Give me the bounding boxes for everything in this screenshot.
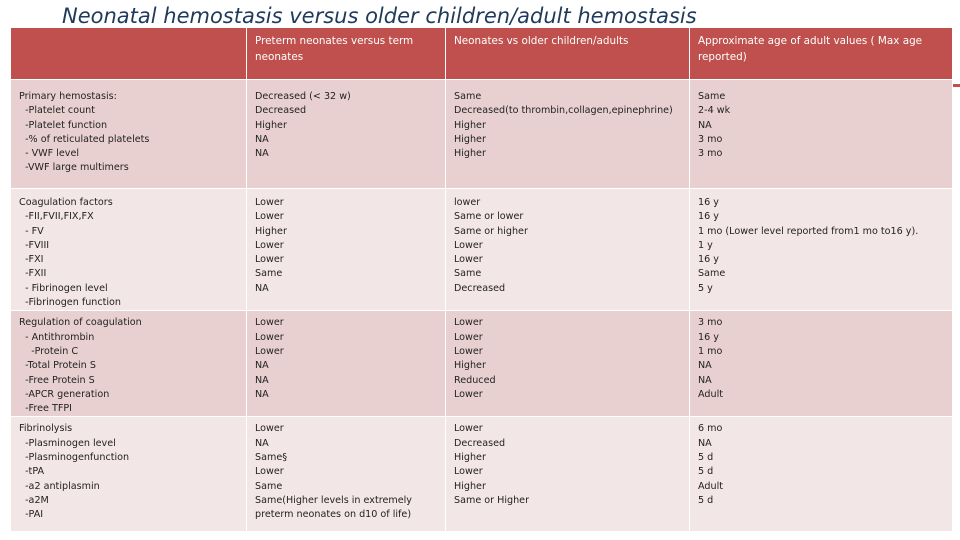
- cell-line: NA: [255, 388, 269, 400]
- cell-line: Adult: [698, 480, 723, 492]
- cell-line: NA: [255, 437, 269, 449]
- cell-line: Decreased: [454, 437, 506, 449]
- cell-line: 1 mo (Lower level reported from1 mo to16 y).: [698, 225, 919, 237]
- cell-line: Same: [698, 91, 726, 102]
- cell-line: 5 d: [698, 452, 714, 464]
- cell-line: -a2 antiplasmin: [19, 480, 100, 492]
- table-cell: [690, 311, 953, 417]
- cell-line: Lower: [255, 423, 284, 435]
- cell-line: - VWF level: [19, 148, 80, 160]
- cell-line: 5 d: [698, 494, 714, 506]
- cell-line: Lower: [454, 466, 483, 478]
- table-cell: [247, 417, 446, 532]
- cell-line: 5 d: [698, 466, 714, 478]
- cell-line: 3 mo: [698, 133, 723, 145]
- cell-line: Same or Higher: [454, 494, 530, 506]
- cell-line: 2-4 wk: [698, 105, 731, 117]
- cell-line: Same or lower: [454, 211, 524, 223]
- cell-line: NA: [255, 374, 269, 386]
- table-cell: [690, 189, 953, 311]
- cell-line: NA: [698, 119, 712, 131]
- header-row: [11, 28, 953, 80]
- cell-line: -FVIII: [19, 239, 50, 251]
- cell-line: Lower: [255, 254, 284, 266]
- hemostasis-table: [10, 27, 953, 532]
- table-cell: [11, 80, 247, 189]
- cell-line: Lower: [255, 211, 284, 223]
- cell-line: Higher: [255, 225, 287, 237]
- cell-line: Higher: [454, 148, 486, 160]
- cell-line: Lower: [454, 239, 483, 251]
- cell-line: Same: [698, 268, 726, 280]
- cell-line: NA: [255, 282, 269, 294]
- cell-line: Decreased: [255, 105, 307, 117]
- cell-line: Fibrinolysis: [19, 423, 73, 435]
- header-cell-neonates-vs-older: Neonates vs older children/adults: [446, 28, 690, 80]
- cell-line: 16 y: [698, 197, 719, 208]
- cell-line: Same: [255, 268, 283, 280]
- cell-line: -PAI: [19, 509, 44, 521]
- cell-line: 5 y: [698, 282, 713, 294]
- table-cell: [11, 311, 247, 417]
- table-row-fibrinolysis: [11, 417, 953, 532]
- cell-line: Lower: [454, 254, 483, 266]
- cell-line: 3 mo: [698, 148, 723, 160]
- cell-line: Decreased(to thrombin,collagen,epinephrine): [454, 105, 673, 117]
- header-cell-empty: [11, 28, 247, 80]
- table-cell: [11, 417, 247, 532]
- table-cell: [446, 189, 690, 311]
- cell-line: -Fibrinogen function: [19, 297, 122, 309]
- table-cell: [247, 189, 446, 311]
- cell-line: -% of reticulated platelets: [19, 133, 150, 145]
- cell-line: - FV: [19, 225, 44, 237]
- cell-line: -Free TFPI: [19, 403, 72, 415]
- cell-line: Same§: [255, 452, 288, 464]
- cell-line: Lower: [454, 317, 483, 329]
- cell-line: Reduced: [454, 374, 496, 386]
- cell-line: -Plasminogenfunction: [19, 452, 130, 464]
- cell-line: - Fibrinogen level: [19, 282, 108, 294]
- header-cell-adult-age: Approximate age of adult values ( Max age reported): [690, 28, 953, 80]
- cell-line: Higher: [454, 480, 486, 492]
- page-title: Neonatal hemostasis versus older children/adult hemostasis: [62, 4, 697, 28]
- table-cell: [446, 80, 690, 189]
- cell-line: -Free Protein S: [19, 374, 95, 386]
- cell-line: NA: [255, 133, 269, 145]
- cell-line: Lower: [454, 423, 483, 435]
- cell-line: Lower: [255, 331, 284, 343]
- cell-line: Lower: [255, 345, 284, 357]
- cell-line: Higher: [454, 452, 486, 464]
- table-row-coagulation-factors: [11, 189, 953, 311]
- cell-line: Decreased (< 32 w): [255, 91, 351, 102]
- cell-line: -FXI: [19, 254, 44, 266]
- cell-line: -FXII: [19, 268, 47, 280]
- cell-line: Same: [454, 268, 482, 280]
- cell-line: preterm neonates on d10 of life): [255, 509, 412, 521]
- cell-line: Higher: [454, 133, 486, 145]
- cell-line: 16 y: [698, 211, 719, 223]
- cell-line: -Plasminogen level: [19, 437, 116, 449]
- table-cell: [247, 311, 446, 417]
- table-cell: [690, 80, 953, 189]
- table-row-primary-hemostasis: [11, 80, 953, 189]
- cell-line: Decreased: [454, 282, 506, 294]
- cell-line: Higher: [454, 360, 486, 372]
- cell-line: Same or higher: [454, 225, 528, 237]
- table-cell: [446, 417, 690, 532]
- cell-line: Primary hemostasis:: [19, 91, 117, 102]
- cell-line: Adult: [698, 388, 723, 400]
- table-cell: [247, 80, 446, 189]
- cell-line: 1 y: [698, 239, 713, 251]
- cell-line: -VWF large multimers: [19, 162, 129, 174]
- cell-line: Lower: [454, 345, 483, 357]
- cell-line: Lower: [255, 239, 284, 251]
- cell-line: 3 mo: [698, 317, 723, 329]
- cell-line: - Antithrombin: [19, 331, 95, 343]
- cell-line: -Platelet count: [19, 105, 96, 117]
- cell-line: Lower: [255, 466, 284, 478]
- cell-line: Higher: [255, 119, 287, 131]
- cell-line: Same(Higher levels in extremely: [255, 494, 412, 506]
- cell-line: NA: [698, 374, 712, 386]
- table-cell: [446, 311, 690, 417]
- table-cell: [11, 189, 247, 311]
- cell-line: -Protein C: [19, 345, 79, 357]
- cell-line: Coagulation factors: [19, 197, 113, 208]
- cell-line: Lower: [255, 197, 284, 208]
- cell-line: Same: [255, 480, 283, 492]
- cell-line: -Platelet function: [19, 119, 108, 131]
- cell-line: -Total Protein S: [19, 360, 96, 372]
- cell-line: -APCR generation: [19, 388, 110, 400]
- cell-line: -FII,FVII,FIX,FX: [19, 211, 94, 223]
- cell-line: Lower: [454, 331, 483, 343]
- cell-line: 6 mo: [698, 423, 723, 435]
- cell-line: 16 y: [698, 254, 719, 266]
- cell-line: 16 y: [698, 331, 719, 343]
- header-cell-preterm-vs-term: Preterm neonates versus term neonates: [247, 28, 446, 80]
- cell-line: Regulation of coagulation: [19, 317, 142, 329]
- cell-line: Same: [454, 91, 482, 102]
- cell-line: Lower: [255, 317, 284, 329]
- cell-line: NA: [255, 148, 269, 160]
- table-row-regulation-of-coagulation: [11, 311, 953, 417]
- cell-line: -a2M: [19, 494, 49, 506]
- cell-line: NA: [255, 360, 269, 372]
- cell-line: lower: [454, 197, 481, 208]
- cell-line: -tPA: [19, 466, 45, 478]
- cell-line: 1 mo: [698, 345, 723, 357]
- cell-line: Higher: [454, 119, 486, 131]
- cell-line: Lower: [454, 388, 483, 400]
- cell-line: NA: [698, 437, 712, 449]
- cell-line: NA: [698, 360, 712, 372]
- table-cell: [690, 417, 953, 532]
